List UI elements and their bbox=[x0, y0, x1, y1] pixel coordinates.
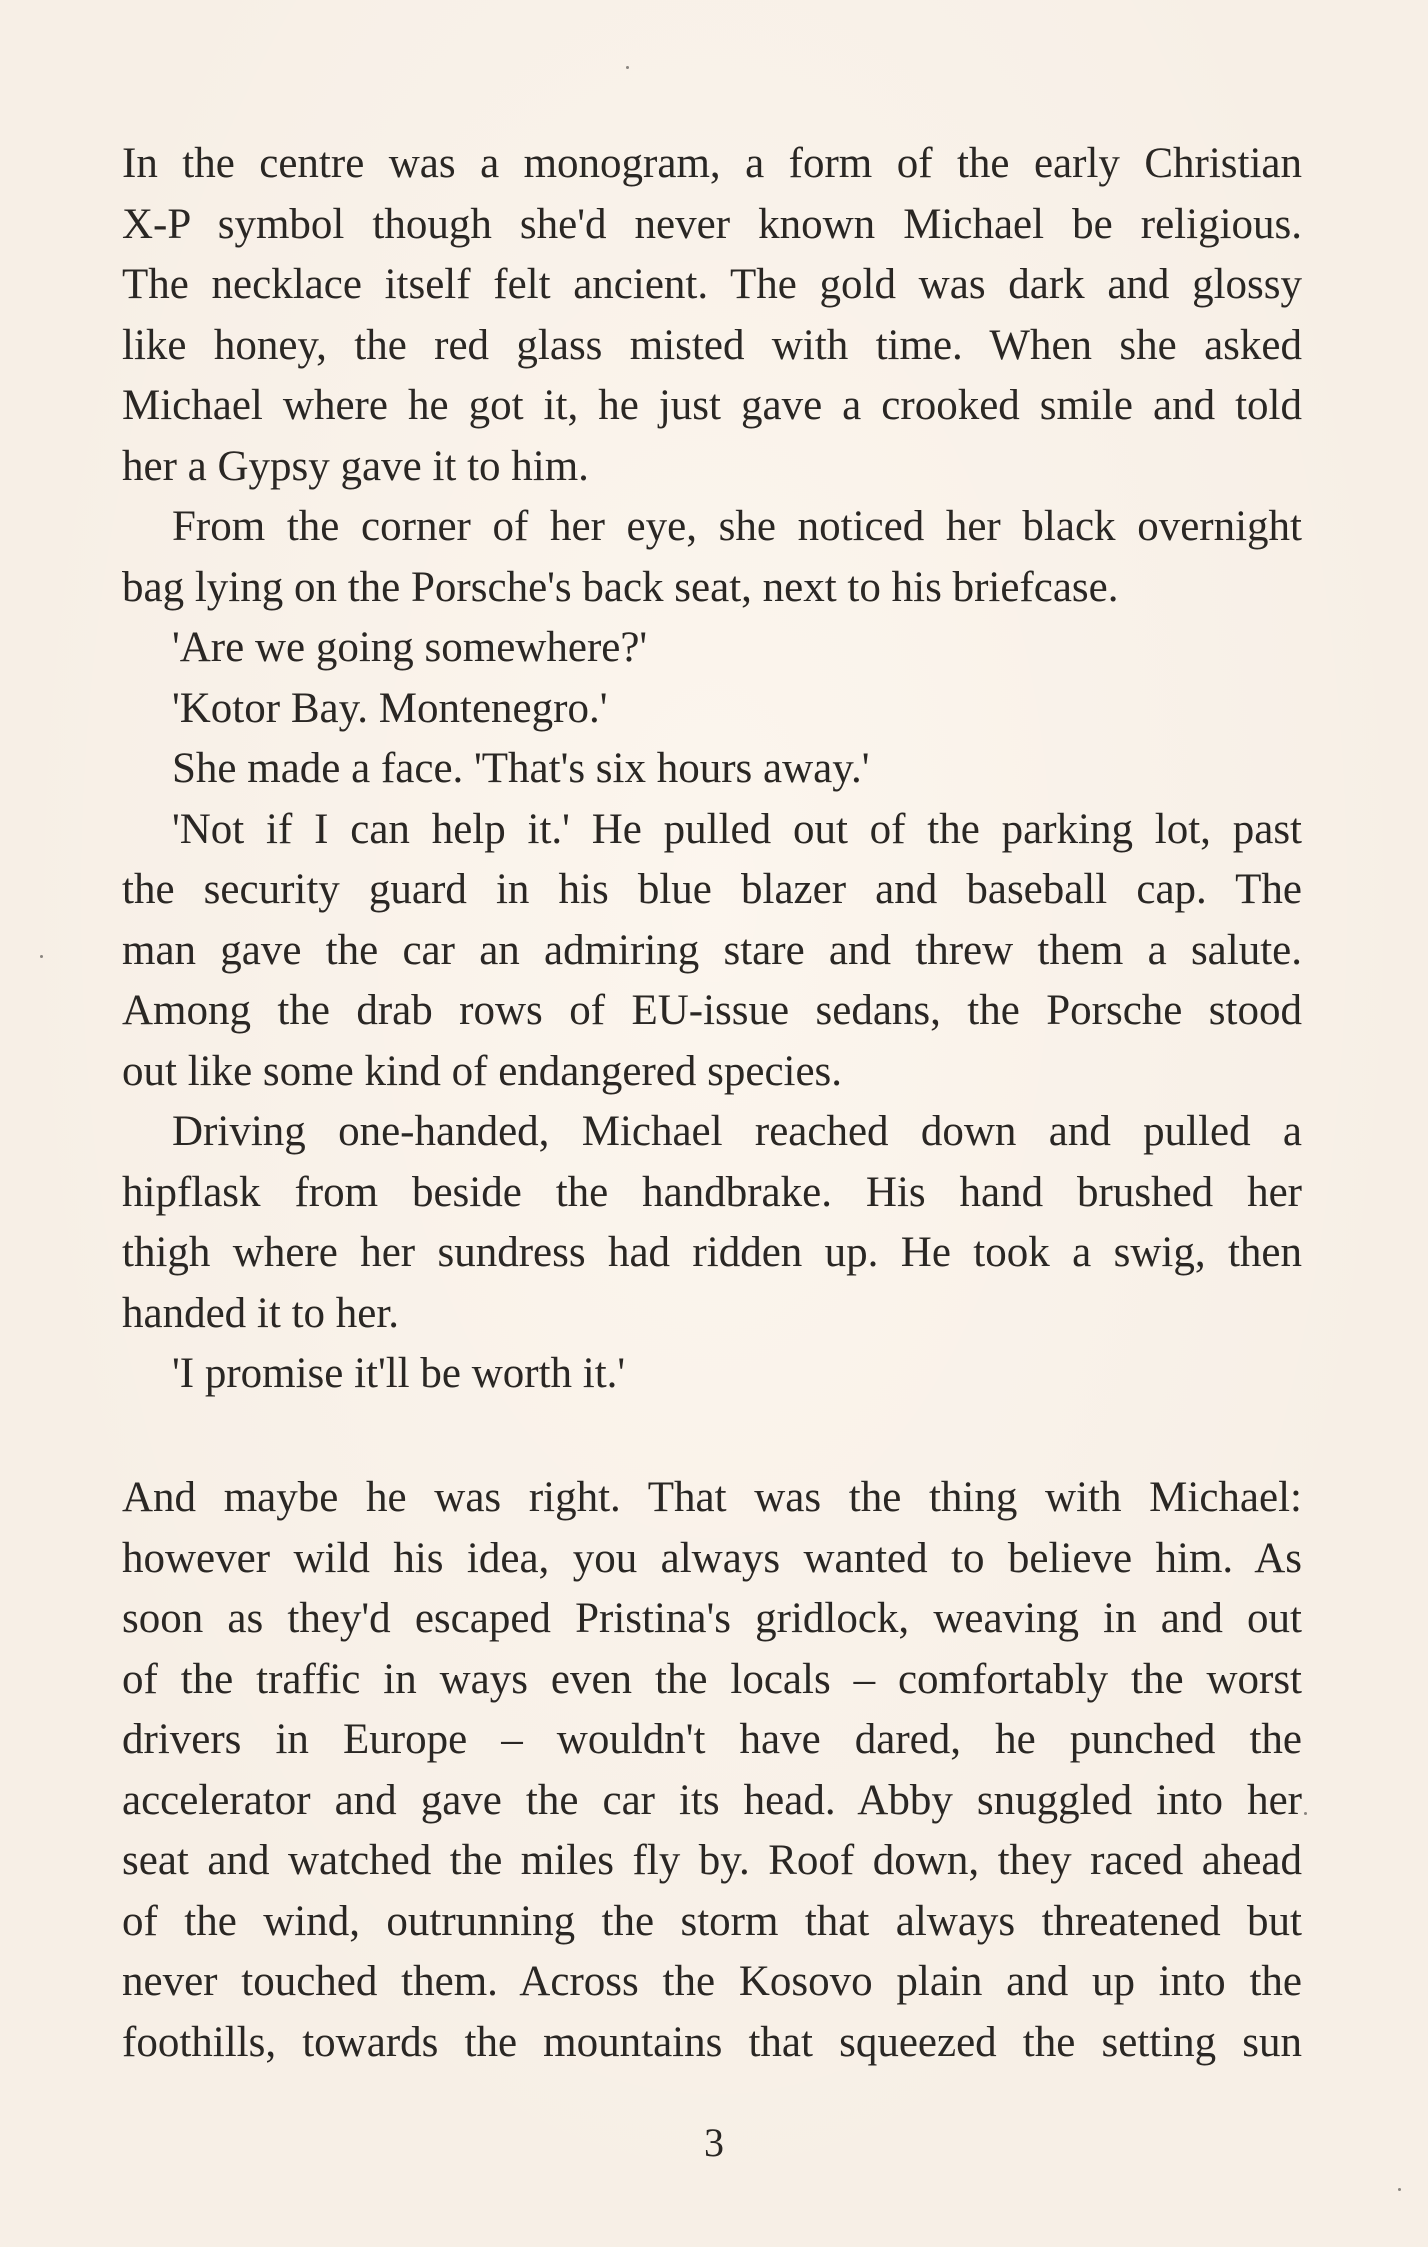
paragraph-1-line: The necklace itself felt ancient. The gold was dark and glossy bbox=[122, 261, 1302, 308]
print-speck bbox=[626, 66, 629, 69]
paragraph-5-line: never touched them. Across the Kosovo plain and up into the bbox=[122, 1958, 1302, 2005]
paragraph-4-line: thigh where her sundress had ridden up. He took a swig, then bbox=[122, 1229, 1302, 1276]
paragraph-2-line: From the corner of her eye, she noticed her black overnight bbox=[172, 503, 1302, 550]
paragraph-1-line: Michael where he got it, he just gave a crooked smile and told bbox=[122, 382, 1302, 429]
paragraph-3-line: Among the drab rows of EU-issue sedans, the Porsche stood bbox=[122, 987, 1302, 1034]
paragraph-5-line: of the wind, outrunning the storm that always threatened but bbox=[122, 1897, 1302, 1945]
page-number: 3 bbox=[704, 2120, 724, 2165]
paragraph-4-line: handed it to her. bbox=[122, 1289, 400, 1337]
print-speck bbox=[40, 955, 43, 958]
dialogue-line: 'Kotor Bay. Montenegro.' bbox=[172, 684, 608, 732]
paragraph-5-line: seat and watched the miles fly by. Roof down, they raced ahead bbox=[122, 1837, 1302, 1884]
paragraph-1-line: like honey, the red glass misted with time. When she asked bbox=[122, 321, 1302, 369]
paragraph-5-line: of the traffic in ways even the locals – comfortably the worst bbox=[122, 1655, 1302, 1703]
paragraph-3-line: out like some kind of endangered species. bbox=[122, 1047, 843, 1095]
paragraph-5-line: accelerator and gave the car its head. Abby snuggled into her bbox=[122, 1776, 1302, 1824]
paragraph-5-line: soon as they'd escaped Pristina's gridlock, weaving in and out bbox=[122, 1595, 1302, 1642]
print-speck bbox=[1398, 2188, 1401, 2191]
dialogue-line: 'I promise it'll be worth it.' bbox=[172, 1350, 626, 1397]
text-section-1 bbox=[122, 134, 1302, 1405]
paragraph-1-line: her a Gypsy gave it to him. bbox=[122, 442, 589, 490]
paragraph-5-line: And maybe he was right. That was the thing with Michael: bbox=[122, 1474, 1302, 1521]
paragraph-5-line: foothills, towards the mountains that squeezed the setting sun bbox=[122, 2018, 1302, 2066]
paragraph-5-line: however wild his idea, you always wanted to believe him. As bbox=[122, 1534, 1302, 1582]
paragraph-3-line: man gave the car an admiring stare and threw them a salute. bbox=[122, 926, 1302, 974]
paragraph-4-line: hipflask from beside the handbrake. His hand brushed her bbox=[122, 1168, 1302, 1216]
text-section-2 bbox=[122, 1468, 1302, 2073]
paragraph-4-line: Driving one-handed, Michael reached down and pulled a bbox=[172, 1108, 1302, 1155]
paragraph-2-line: bag lying on the Porsche's back seat, next to his briefcase. bbox=[122, 563, 1119, 611]
paragraph-5-line: drivers in Europe – wouldn't have dared, he punched the bbox=[122, 1716, 1302, 1763]
dialogue-line: 'Are we going somewhere?' bbox=[172, 624, 648, 671]
print-speck bbox=[1304, 1812, 1307, 1815]
paragraph-1-line: X-P symbol though she'd never known Michael be religious. bbox=[122, 200, 1302, 248]
paragraph-3-line: 'Not if I can help it.' He pulled out of the parking lot, past bbox=[172, 805, 1302, 853]
paragraph-1-line: In the centre was a monogram, a form of the early Christian bbox=[122, 140, 1302, 187]
dialogue-line: She made a face. 'That's six hours away.' bbox=[172, 745, 870, 792]
paragraph-3-line: the security guard in his blue blazer and baseball cap. The bbox=[122, 866, 1302, 913]
